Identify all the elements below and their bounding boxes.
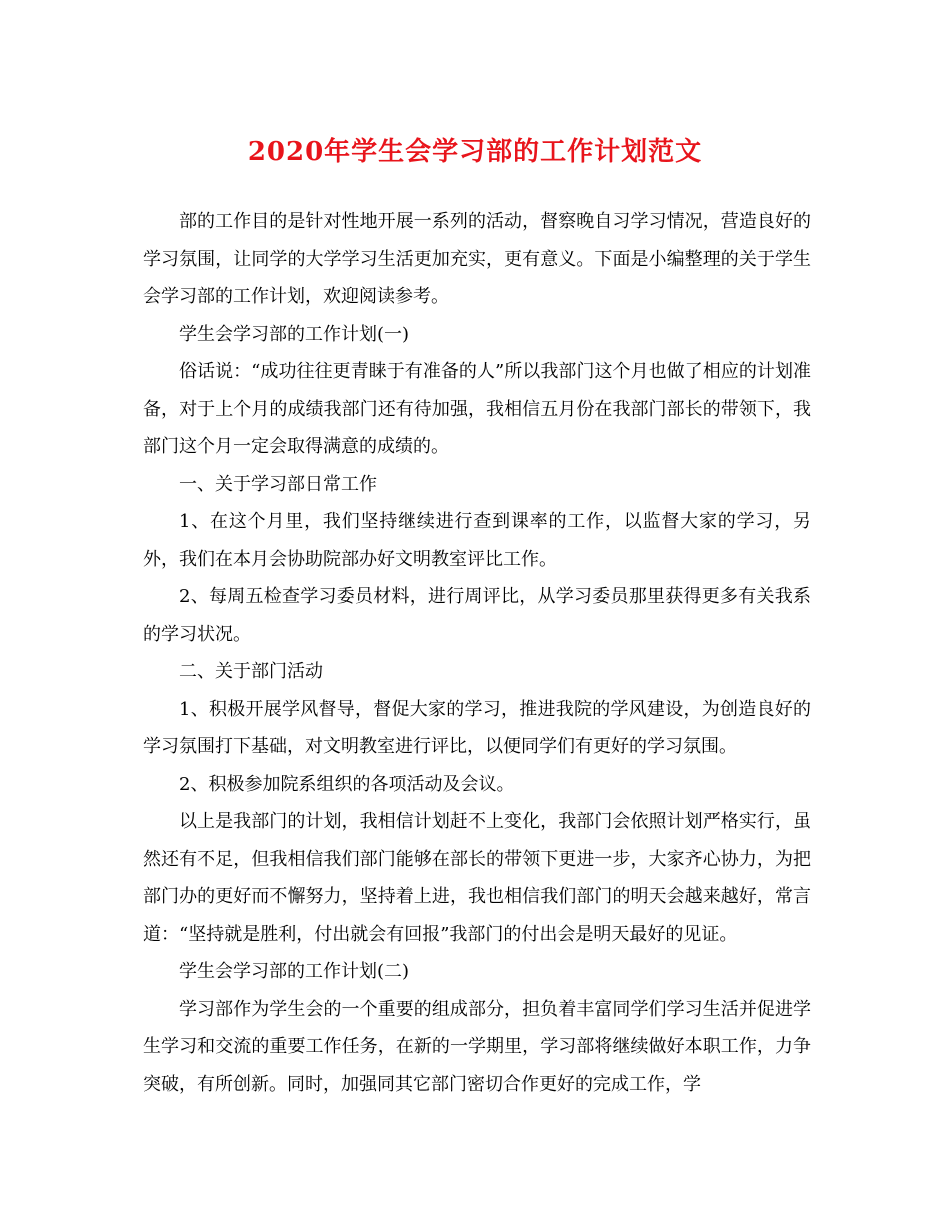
- subsection-heading: 一、关于学习部日常工作: [179, 473, 377, 495]
- subsection-heading: 二、关于部门活动: [179, 661, 323, 682]
- paragraph: 2、每周五检查学习委员材料，进行周评比，从学习委员那里获得更多有关我系的学习状况。: [143, 586, 811, 645]
- paragraph-intro: 部的工作目的是针对性地开展一系列的活动，督察晚自习学习情况，营造良好的学习氛围，让同学的大学学习生活更加充实，更有意义。下面是小编整理的关于学生会学习部的工作计划，欢迎阅读参考。: [143, 211, 811, 307]
- paragraph: 学习部作为学生会的一个重要的组成部分，担负着丰富同学们学习生活并促进学生学习和交流的重要工作任务，在新的一学期里，学习部将继续做好本职工作，力争突破，有所创新。同时，加强同其它部门密切合作更好的完成工作，学: [143, 998, 811, 1095]
- document-title: 2020年学生会学习部的工作计划范文: [247, 137, 703, 167]
- paragraph: 2、积极参加院系组织的各项活动及会议。: [179, 773, 515, 795]
- paragraph: 1、在这个月里，我们坚持继续进行查到课率的工作，以监督大家的学习，另外，我们在本月会协助院部办好文明教室评比工作。: [143, 511, 811, 570]
- document-body: [143, 203, 811, 1103]
- paragraph: 俗话说：“成功往往更青睐于有准备的人”所以我部门这个月也做了相应的计划准备，对于上个月的成绩我部门还有待加强，我相信五月份在我部门部长的带领下，我部门这个月一定会取得满意的成绩的。: [143, 361, 811, 457]
- paragraph: 以上是我部门的计划，我相信计划赶不上变化，我部门会依照计划严格实行，虽然还有不足，但我相信我们部门能够在部长的带领下更进一步，大家齐心协力，为把部门办的更好而不懈努力，坚持着上进，我也相信我们部门的明天会越来越好，常言道：“坚持就是胜利，付出就会有回报”我部门的付出会是明天最好的见证。: [143, 811, 811, 945]
- section-heading-plan-2: 学生会学习部的工作计划(二): [179, 961, 410, 982]
- section-heading-plan-1: 学生会学习部的工作计划(一): [179, 323, 410, 345]
- paragraph: 1、积极开展学风督导，督促大家的学习，推进我院的学风建设，为创造良好的学习氛围打下基础，对文明教室进行评比，以便同学们有更好的学习氛围。: [143, 698, 811, 757]
